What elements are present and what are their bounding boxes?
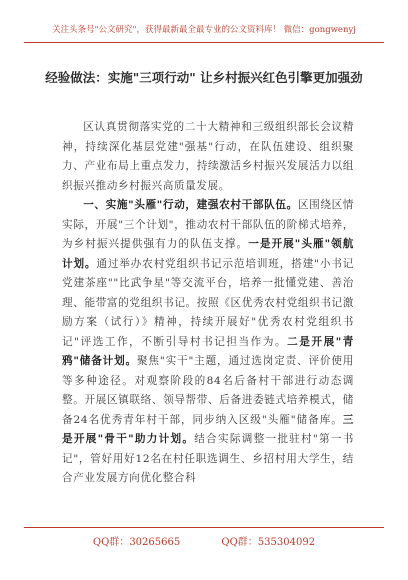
document-title: 经验做法：实施"三项行动" 让乡村振兴红色引擎更加强劲 [45, 70, 363, 85]
paragraph-text: 通过举办农村党组织书记示范培训班，搭建"小书记党建茶座""比武争星"等交流平台，培养一批懂党建、善治理、能带富的党组织书记。按照《区优秀农村党组织书记激励方案（试行）》精神，持续开展好"优秀农村党组织书记"评选工作，不断引导村书记担当作为。 [62, 257, 354, 348]
footer [24, 533, 384, 548]
footer-qq-group-1: QQ群：30265665 [92, 537, 181, 548]
header-divider [24, 42, 384, 43]
paragraph-text: 区围绕区情实际，开展"三个计划"，推动农村干部队伍的阶梯式培养，为乡村振兴提供强有力的队伍支撑。 [62, 199, 354, 250]
paragraph-text: 聚焦"实干"主题，通过选岗定责、评价使用等多种途径。对观察阶段的84名后备村干部进行动态调整。开展区镇联络、领导帮带、后备进委链式培养模式，储备24名优秀青年村干部，同步纳入区级"头雁"储备库。 [62, 355, 355, 426]
sub-heading: 一是开展"头雁"领航计划。 [62, 238, 354, 270]
section-heading: 一、实施"头雁"行动，建强农村干部队伍。 [83, 199, 298, 211]
paragraph [62, 118, 354, 196]
document-body [62, 118, 354, 489]
paragraph-text: 结合实际调整一批驻村"第一书记"，管好用好12名在村任职选调生、乡招村用大学生，结合产业发展方向优化整合科 [62, 433, 354, 484]
footer-divider [24, 527, 384, 528]
sub-heading: 二是开展"青鸦"储备计划。 [62, 335, 354, 367]
footer-qq-group-2: QQ群：535304092 [221, 537, 316, 548]
header-note: 关注头条号"公文研究"，获得最新最全最专业的公文资料库！ 微信：gongwenyj [52, 25, 356, 35]
sub-heading: 三是开展"骨干"助力计划。 [62, 413, 354, 445]
paragraph-text: 区认真贯彻落实党的二十大精神和三级组织部长会议精神，持续深化基层党建"强基"行动，在队伍建设、组织聚力、产业布局上重点发力，持续激活乡村振兴发展活力以组织振兴推动乡村振兴高质量发展。 [62, 121, 354, 192]
paragraph [62, 196, 354, 489]
